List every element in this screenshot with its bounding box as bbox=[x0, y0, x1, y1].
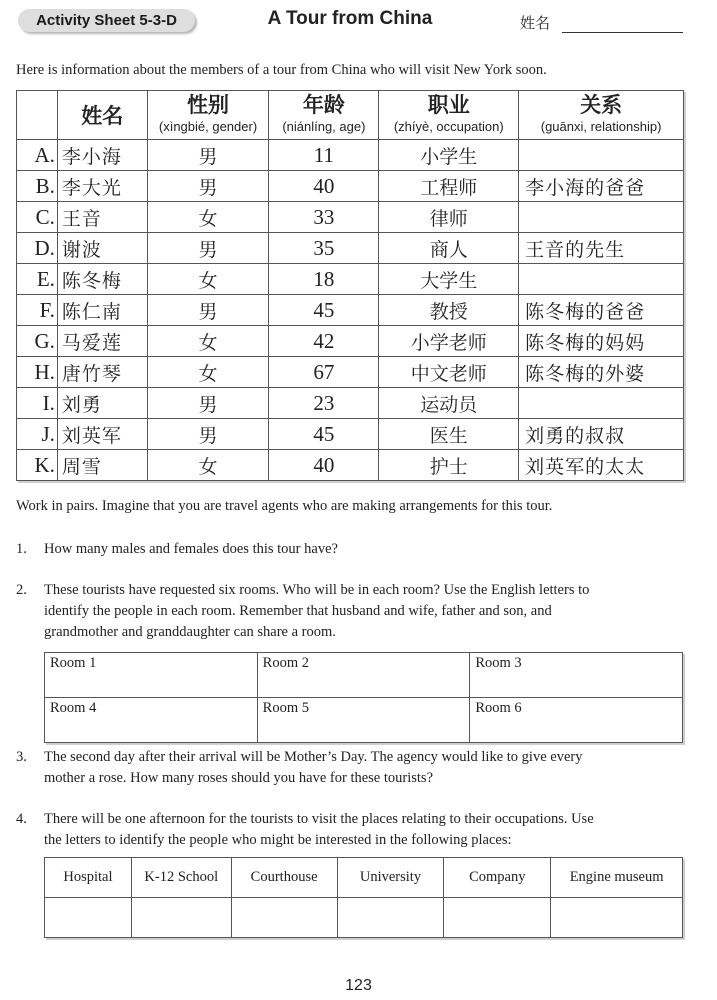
answer-cell[interactable] bbox=[551, 898, 683, 938]
room-cell[interactable]: Room 2 bbox=[257, 653, 470, 698]
member-relationship bbox=[519, 264, 684, 295]
header-gender: 性别 (xìngbié, gender) bbox=[147, 91, 269, 140]
instructions-text: Work in pairs. Imagine that you are travel agents who are making arrangements for this tour. bbox=[16, 498, 553, 514]
places-table bbox=[44, 857, 683, 938]
member-occupation: 中文老师 bbox=[379, 357, 519, 388]
answer-cell[interactable] bbox=[131, 898, 231, 938]
member-relationship: 王音的先生 bbox=[519, 233, 684, 264]
member-occupation: 护士 bbox=[379, 450, 519, 481]
member-age: 11 bbox=[269, 140, 379, 171]
member-age: 23 bbox=[269, 388, 379, 419]
member-age: 42 bbox=[269, 326, 379, 357]
member-relationship bbox=[519, 140, 684, 171]
member-relationship: 陈冬梅的爸爸 bbox=[519, 295, 684, 326]
table-row bbox=[17, 326, 684, 357]
header-relationship: 关系 (guānxi, relationship) bbox=[519, 91, 684, 140]
member-occupation: 大学生 bbox=[379, 264, 519, 295]
member-gender: 女 bbox=[147, 357, 269, 388]
row-letter: A. bbox=[17, 140, 58, 171]
row-letter: J. bbox=[17, 419, 58, 450]
place-university: University bbox=[337, 858, 444, 898]
table-row bbox=[17, 357, 684, 388]
member-occupation: 工程师 bbox=[379, 171, 519, 202]
room-cell[interactable]: Room 6 bbox=[470, 698, 683, 743]
member-gender: 男 bbox=[147, 295, 269, 326]
member-age: 67 bbox=[269, 357, 379, 388]
header-name: 姓名 bbox=[57, 91, 147, 140]
member-gender: 女 bbox=[147, 450, 269, 481]
member-name: 陈冬梅 bbox=[57, 264, 147, 295]
member-gender: 男 bbox=[147, 419, 269, 450]
member-occupation: 律师 bbox=[379, 202, 519, 233]
tour-members-table bbox=[16, 90, 684, 481]
row-letter: D. bbox=[17, 233, 58, 264]
member-name: 唐竹琴 bbox=[57, 357, 147, 388]
row-letter: H. bbox=[17, 357, 58, 388]
table-row bbox=[17, 295, 684, 326]
table-row bbox=[17, 171, 684, 202]
member-relationship bbox=[519, 388, 684, 419]
member-name: 谢波 bbox=[57, 233, 147, 264]
place-engine-museum: Engine museum bbox=[551, 858, 683, 898]
member-age: 35 bbox=[269, 233, 379, 264]
row-letter: F. bbox=[17, 295, 58, 326]
member-name: 周雪 bbox=[57, 450, 147, 481]
rooms-table bbox=[44, 652, 683, 743]
page-number: 123 bbox=[345, 977, 372, 994]
place-company: Company bbox=[444, 858, 551, 898]
question-3-line-2: mother a rose. How many roses should you have for these tourists? bbox=[44, 770, 434, 786]
place-k12-school: K-12 School bbox=[131, 858, 231, 898]
question-4-number: 4. bbox=[16, 811, 27, 827]
question-2-number: 2. bbox=[16, 582, 27, 598]
table-row bbox=[17, 419, 684, 450]
member-gender: 女 bbox=[147, 264, 269, 295]
place-hospital: Hospital bbox=[45, 858, 132, 898]
member-gender: 男 bbox=[147, 171, 269, 202]
member-occupation: 小学生 bbox=[379, 140, 519, 171]
member-relationship: 刘勇的叔叔 bbox=[519, 419, 684, 450]
answer-cell[interactable] bbox=[231, 898, 337, 938]
question-4-line-2: the letters to identify the people who might be interested in the following places: bbox=[44, 832, 512, 848]
table-row bbox=[17, 140, 684, 171]
member-occupation: 商人 bbox=[379, 233, 519, 264]
member-gender: 女 bbox=[147, 326, 269, 357]
member-age: 18 bbox=[269, 264, 379, 295]
name-label: 姓名 bbox=[520, 14, 551, 32]
question-1-text: How many males and females does this tour have? bbox=[44, 541, 338, 557]
room-cell[interactable]: Room 3 bbox=[470, 653, 683, 698]
question-2-line-2: identify the people in each room. Remember that husband and wife, father and son, and bbox=[44, 603, 552, 619]
intro-text: Here is information about the members of a tour from China who will visit New York soon. bbox=[16, 62, 547, 78]
member-name: 王音 bbox=[57, 202, 147, 233]
row-letter: I. bbox=[17, 388, 58, 419]
member-name: 陈仁南 bbox=[57, 295, 147, 326]
table-row bbox=[17, 450, 684, 481]
places-header-row bbox=[45, 858, 683, 898]
member-relationship: 陈冬梅的外婆 bbox=[519, 357, 684, 388]
header-letter bbox=[17, 91, 58, 140]
row-letter: C. bbox=[17, 202, 58, 233]
room-cell[interactable]: Room 5 bbox=[257, 698, 470, 743]
member-gender: 男 bbox=[147, 233, 269, 264]
question-2-line-3: grandmother and granddaughter can share a room. bbox=[44, 624, 336, 640]
member-occupation: 小学老师 bbox=[379, 326, 519, 357]
place-courthouse: Courthouse bbox=[231, 858, 337, 898]
row-letter: G. bbox=[17, 326, 58, 357]
table-row bbox=[17, 202, 684, 233]
member-name: 马爱莲 bbox=[57, 326, 147, 357]
member-occupation: 医生 bbox=[379, 419, 519, 450]
answer-cell[interactable] bbox=[444, 898, 551, 938]
row-letter: B. bbox=[17, 171, 58, 202]
page-title: A Tour from China bbox=[267, 8, 433, 29]
member-age: 45 bbox=[269, 419, 379, 450]
member-gender: 女 bbox=[147, 202, 269, 233]
member-relationship: 陈冬梅的妈妈 bbox=[519, 326, 684, 357]
member-age: 33 bbox=[269, 202, 379, 233]
row-letter: E. bbox=[17, 264, 58, 295]
room-cell[interactable]: Room 1 bbox=[45, 653, 258, 698]
table-row bbox=[17, 264, 684, 295]
room-cell[interactable]: Room 4 bbox=[45, 698, 258, 743]
member-age: 40 bbox=[269, 171, 379, 202]
question-4-line-1: There will be one afternoon for the tourists to visit the places relating to their occupations. Use bbox=[44, 811, 594, 827]
member-name: 刘勇 bbox=[57, 388, 147, 419]
member-name: 李小海 bbox=[57, 140, 147, 171]
header-occupation: 职业 (zhíyè, occupation) bbox=[379, 91, 519, 140]
name-input-line[interactable] bbox=[562, 32, 683, 33]
member-name: 李大光 bbox=[57, 171, 147, 202]
places-answer-row bbox=[45, 898, 683, 938]
member-gender: 男 bbox=[147, 140, 269, 171]
header-age: 年龄 (niánlíng, age) bbox=[269, 91, 379, 140]
member-occupation: 教授 bbox=[379, 295, 519, 326]
table-row bbox=[17, 233, 684, 264]
member-relationship bbox=[519, 202, 684, 233]
question-3-line-1: The second day after their arrival will be Mother’s Day. The agency would like to give every bbox=[44, 749, 583, 765]
member-age: 40 bbox=[269, 450, 379, 481]
question-1-number: 1. bbox=[16, 541, 27, 557]
table-header-row bbox=[17, 91, 684, 140]
row-letter: K. bbox=[17, 450, 58, 481]
member-age: 45 bbox=[269, 295, 379, 326]
member-occupation: 运动员 bbox=[379, 388, 519, 419]
table-row bbox=[17, 388, 684, 419]
member-gender: 男 bbox=[147, 388, 269, 419]
answer-cell[interactable] bbox=[337, 898, 444, 938]
member-name: 刘英军 bbox=[57, 419, 147, 450]
activity-sheet-badge: Activity Sheet 5-3-D bbox=[18, 9, 195, 32]
question-2-line-1: These tourists have requested six rooms. Who will be in each room? Use the English letters to bbox=[44, 582, 590, 598]
member-relationship: 李小海的爸爸 bbox=[519, 171, 684, 202]
member-relationship: 刘英军的太太 bbox=[519, 450, 684, 481]
question-3-number: 3. bbox=[16, 749, 27, 765]
answer-cell[interactable] bbox=[45, 898, 132, 938]
